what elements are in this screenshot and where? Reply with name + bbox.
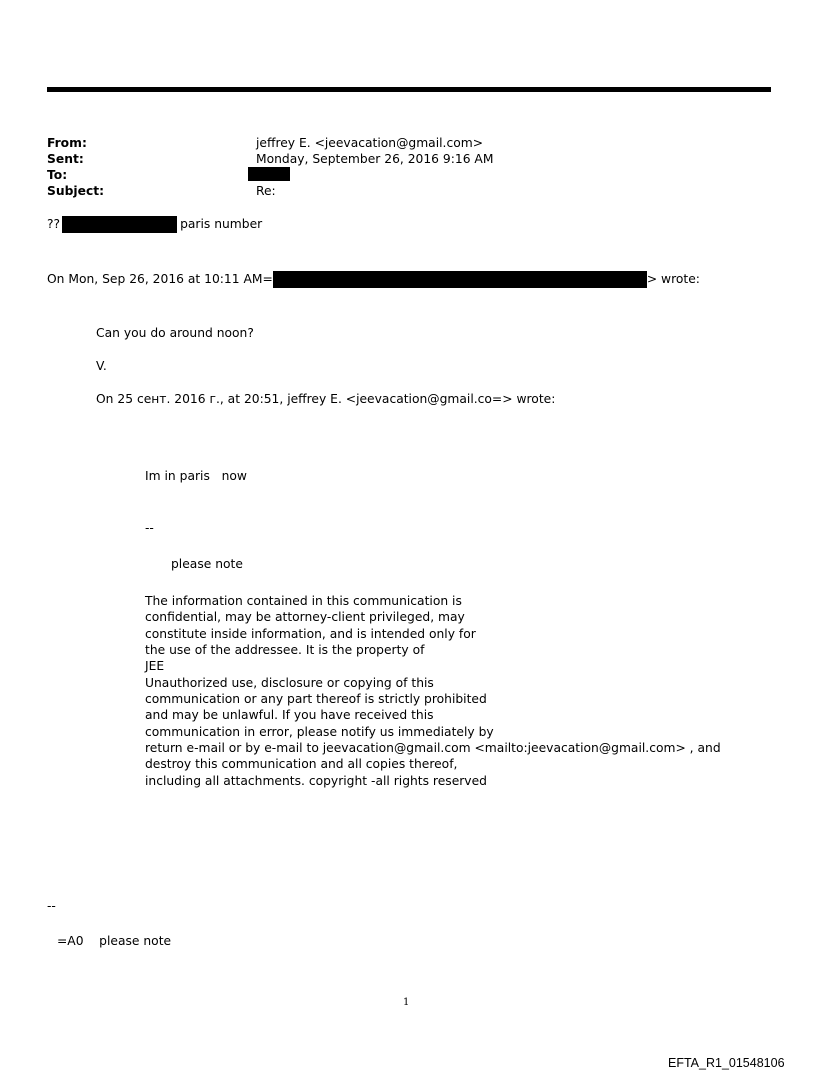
message-line bbox=[47, 216, 262, 233]
disclaimer-line: return e-mail or by e-mail to jeevacation@gmail.com <mailto:jeevacation@gmail.com> , and bbox=[145, 741, 721, 756]
header-rule bbox=[47, 87, 771, 92]
disclaimer-line: Unauthorized use, disclosure or copying of this bbox=[145, 675, 434, 690]
line-prefix: ?? bbox=[47, 217, 61, 231]
page-number: 1 bbox=[403, 997, 410, 1008]
disclaimer-line: communication in error, please notify us immediately by bbox=[145, 724, 494, 739]
reply-text: Can you do around noon? bbox=[96, 326, 254, 340]
sent-label: Sent: bbox=[47, 152, 84, 166]
bates-number: EFTA_R1_01548106 bbox=[668, 1056, 785, 1070]
signature-separator: -- bbox=[145, 521, 154, 535]
reply-signature: V. bbox=[96, 359, 107, 373]
disclaimer-line: JEE bbox=[145, 659, 165, 674]
quote-prefix: On Mon, Sep 26, 2016 at 10:11 AM= bbox=[47, 272, 273, 286]
disclaimer-line: communication or any part thereof is strictly prohibited bbox=[145, 692, 487, 707]
disclaimer-line: and may be unlawful. If you have received this bbox=[145, 708, 434, 723]
from-value: jeffrey E. <jeevacation@gmail.com> bbox=[256, 136, 484, 150]
sent-value: Monday, September 26, 2016 9:16 AM bbox=[256, 152, 494, 166]
disclaimer bbox=[145, 593, 721, 789]
disclaimer-line: the use of the addressee. It is the property of bbox=[145, 643, 425, 658]
to-label: To: bbox=[47, 168, 68, 182]
disclaimer-line: The information contained in this communication is bbox=[145, 594, 462, 608]
quote-suffix: > wrote: bbox=[646, 272, 700, 286]
inner-text: Im in paris now bbox=[145, 469, 247, 483]
footer-note: =A0 please note bbox=[57, 934, 172, 948]
subject-value: Re: bbox=[256, 184, 276, 198]
quote-header bbox=[47, 271, 700, 288]
please-note: please note bbox=[171, 557, 243, 571]
subject-label: Subject: bbox=[47, 184, 105, 198]
disclaimer-line: confidential, may be attorney-client privileged, may bbox=[145, 610, 465, 625]
line-suffix: paris number bbox=[180, 217, 263, 231]
redaction bbox=[62, 216, 177, 233]
redaction bbox=[273, 271, 647, 288]
footer-separator: -- bbox=[47, 899, 56, 913]
from-label: From: bbox=[47, 136, 87, 150]
disclaimer-line: including all attachments. copyright -all rights reserved bbox=[145, 773, 487, 788]
disclaimer-line: destroy this communication and all copies thereof, bbox=[145, 757, 458, 772]
to-redaction bbox=[248, 167, 290, 181]
disclaimer-line: constitute inside information, and is intended only for bbox=[145, 626, 476, 641]
quote2-header: On 25 сент. 2016 г., at 20:51, jeffrey E. <jeevacation@gmail.co=> wrote: bbox=[96, 392, 556, 406]
